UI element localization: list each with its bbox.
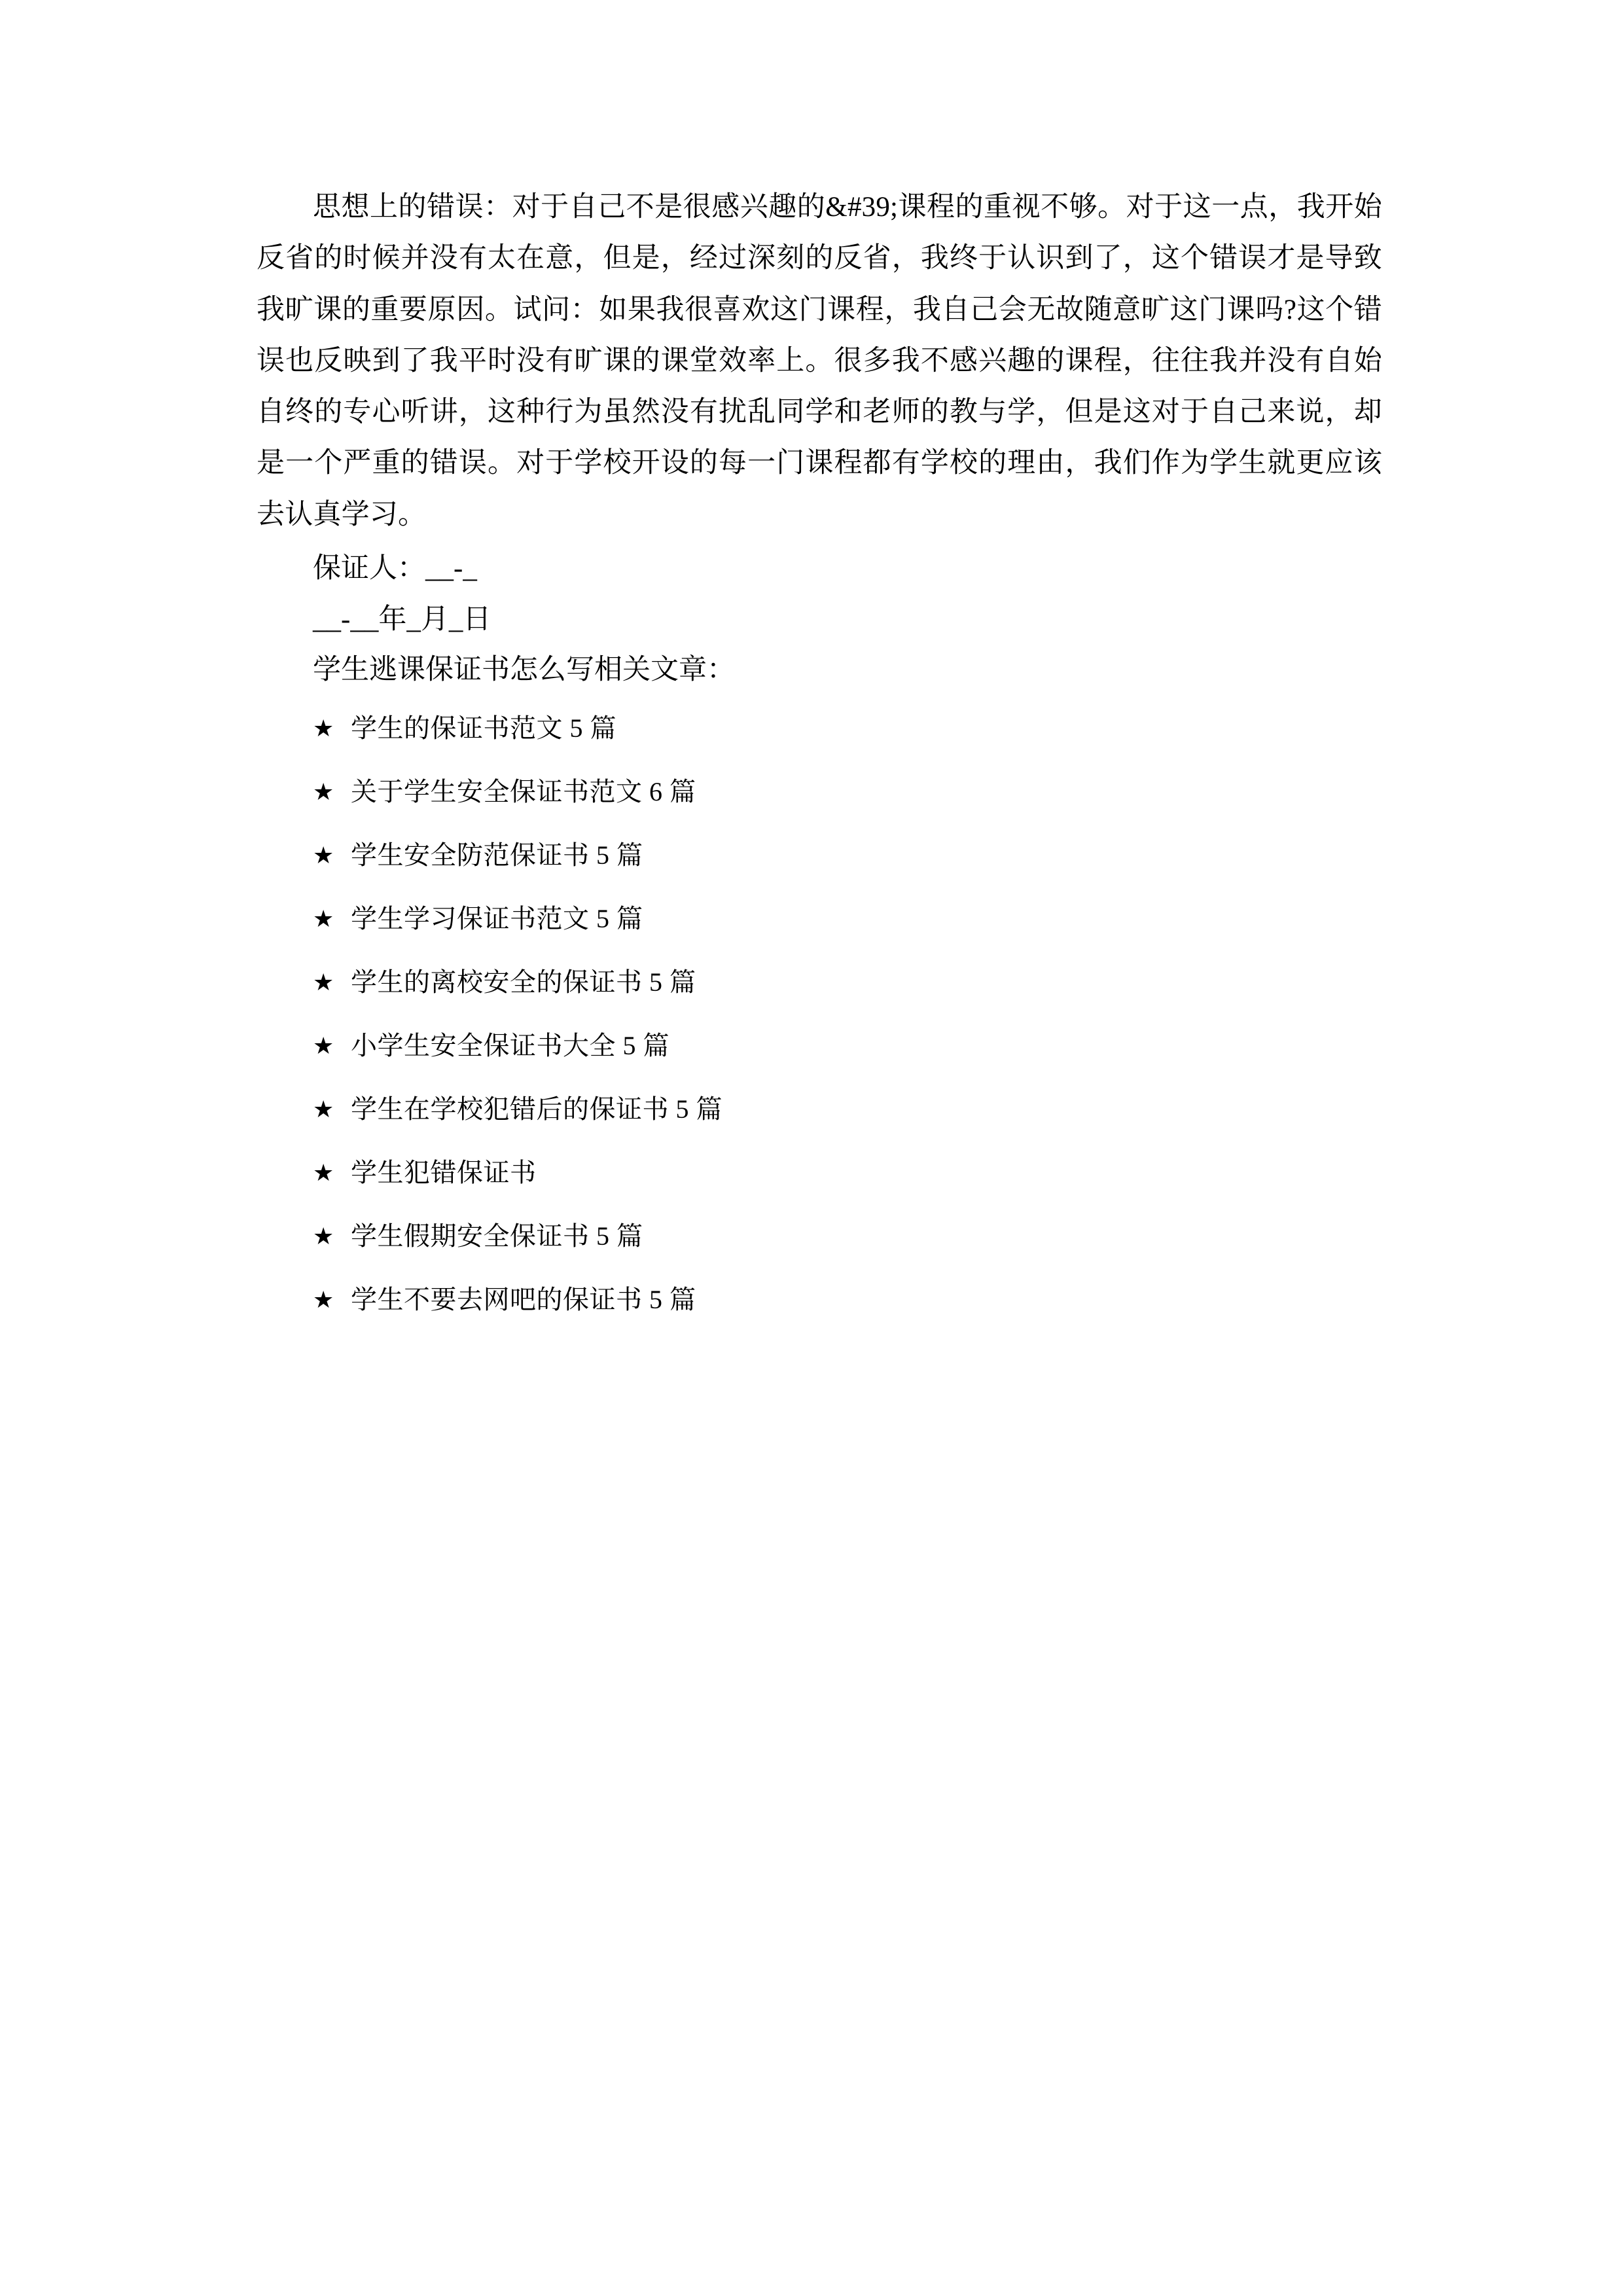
list-item[interactable] — [257, 951, 1382, 1014]
related-link[interactable]: 学生假期安全保证书 5 篇 — [351, 1221, 643, 1251]
star-icon: ★ — [313, 1287, 334, 1314]
star-icon: ★ — [313, 779, 334, 806]
body-paragraph: 思想上的错误：对于自己不是很感兴趣的&#39;课程的重视不够。对于这一点，我开始反省的时候并没有太在意，但是，经过深刻的反省，我终于认识到了，这个错误才是导致我旷课的重要原因。试问：如果我很喜欢这门课程，我自己会无故随意旷这门课吗?这个错误也反映到了我平时没有旷课的课堂效率上。很多我不感兴趣的课程，往往我并没有自始自终的专心听讲，这种行为虽然没有扰乱同学和老师的教与学，但是这对于自己来说，却是一个严重的错误。对于学校开设的每一门课程都有学校的理由，我们作为学生就更应该去认真学习。 — [257, 192, 1382, 530]
list-item[interactable] — [257, 1268, 1382, 1332]
related-link[interactable]: 学生学习保证书范文 5 篇 — [351, 904, 643, 934]
related-link[interactable]: 学生在学校犯错后的保证书 5 篇 — [351, 1094, 722, 1124]
list-item[interactable] — [257, 697, 1382, 761]
list-item[interactable] — [257, 824, 1382, 888]
related-link[interactable]: 关于学生安全保证书范文 6 篇 — [351, 777, 696, 807]
star-icon: ★ — [313, 1033, 334, 1060]
list-item[interactable] — [257, 888, 1382, 951]
star-icon: ★ — [313, 1160, 334, 1187]
related-link[interactable]: 小学生安全保证书大全 5 篇 — [351, 1031, 669, 1061]
related-link[interactable]: 学生安全防范保证书 5 篇 — [351, 840, 643, 870]
star-icon: ★ — [313, 715, 334, 742]
related-articles-list — [257, 697, 1382, 1332]
list-item[interactable] — [257, 1141, 1382, 1205]
document-content — [257, 182, 1382, 1332]
star-icon: ★ — [313, 906, 334, 933]
related-link[interactable]: 学生的保证书范文 5 篇 — [351, 713, 616, 744]
related-link[interactable]: 学生犯错保证书 — [351, 1158, 537, 1188]
star-icon: ★ — [313, 842, 334, 869]
related-link[interactable]: 学生不要去网吧的保证书 5 篇 — [351, 1285, 696, 1315]
list-item[interactable] — [257, 1078, 1382, 1141]
star-icon: ★ — [313, 969, 334, 996]
star-icon: ★ — [313, 1223, 334, 1250]
list-item[interactable] — [257, 761, 1382, 824]
list-item[interactable] — [257, 1205, 1382, 1268]
signature-line: 保证人：__-_ — [313, 552, 477, 584]
list-item[interactable] — [257, 1014, 1382, 1078]
related-articles-heading: 学生逃课保证书怎么写相关文章： — [313, 655, 735, 686]
related-link[interactable]: 学生的离校安全的保证书 5 篇 — [351, 967, 696, 997]
date-line: __-__年_月_日 — [313, 604, 491, 635]
star-icon: ★ — [313, 1096, 334, 1123]
